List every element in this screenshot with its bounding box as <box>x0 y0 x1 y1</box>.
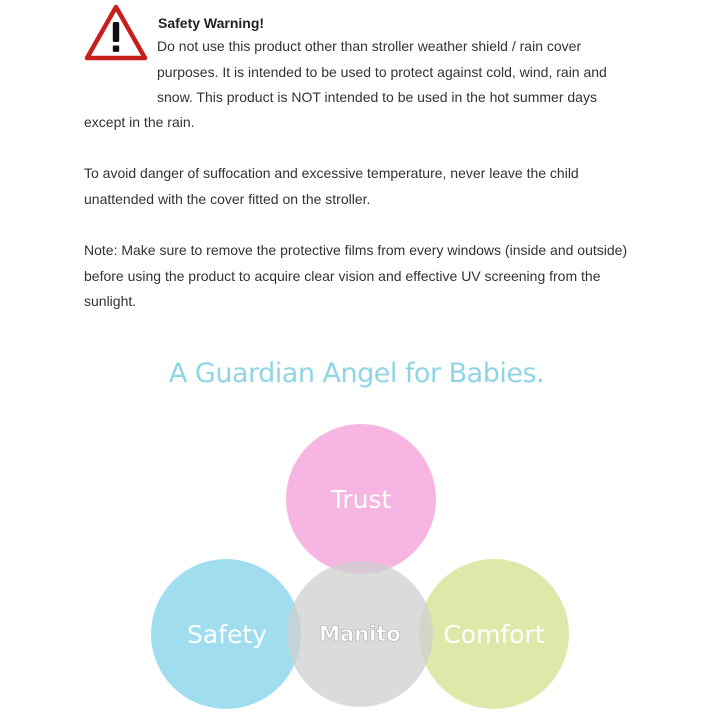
trust-label: Trust <box>330 485 392 514</box>
warning-text-continuation: except in the rain. <box>84 114 195 130</box>
comfort-label: Comfort <box>443 620 545 649</box>
note-paragraph: Note: Make sure to remove the protective films from every windows (inside and outside) before using the product to acquire clear vision and effective UV screening from the sunlight. <box>84 242 628 309</box>
brand-label: Manito <box>319 622 401 646</box>
suffocation-paragraph: To avoid danger of suffocation and excessive temperature, never leave the child unattended with the cover fitted on the stroller. <box>84 165 579 207</box>
promo-headline: A Guardian Angel for Babies. <box>168 358 545 389</box>
warning-text-line: purposes. It is intended to be used to protect against cold, wind, rain and <box>157 63 607 80</box>
safety-label: Safety <box>187 620 267 649</box>
warning-text-line: snow. This product is NOT intended to be used in the hot summer days <box>157 89 597 105</box>
warning-text-line: Do not use this product other than stroller weather shield / rain cover <box>157 38 582 54</box>
warning-title: Safety Warning! <box>158 15 265 31</box>
